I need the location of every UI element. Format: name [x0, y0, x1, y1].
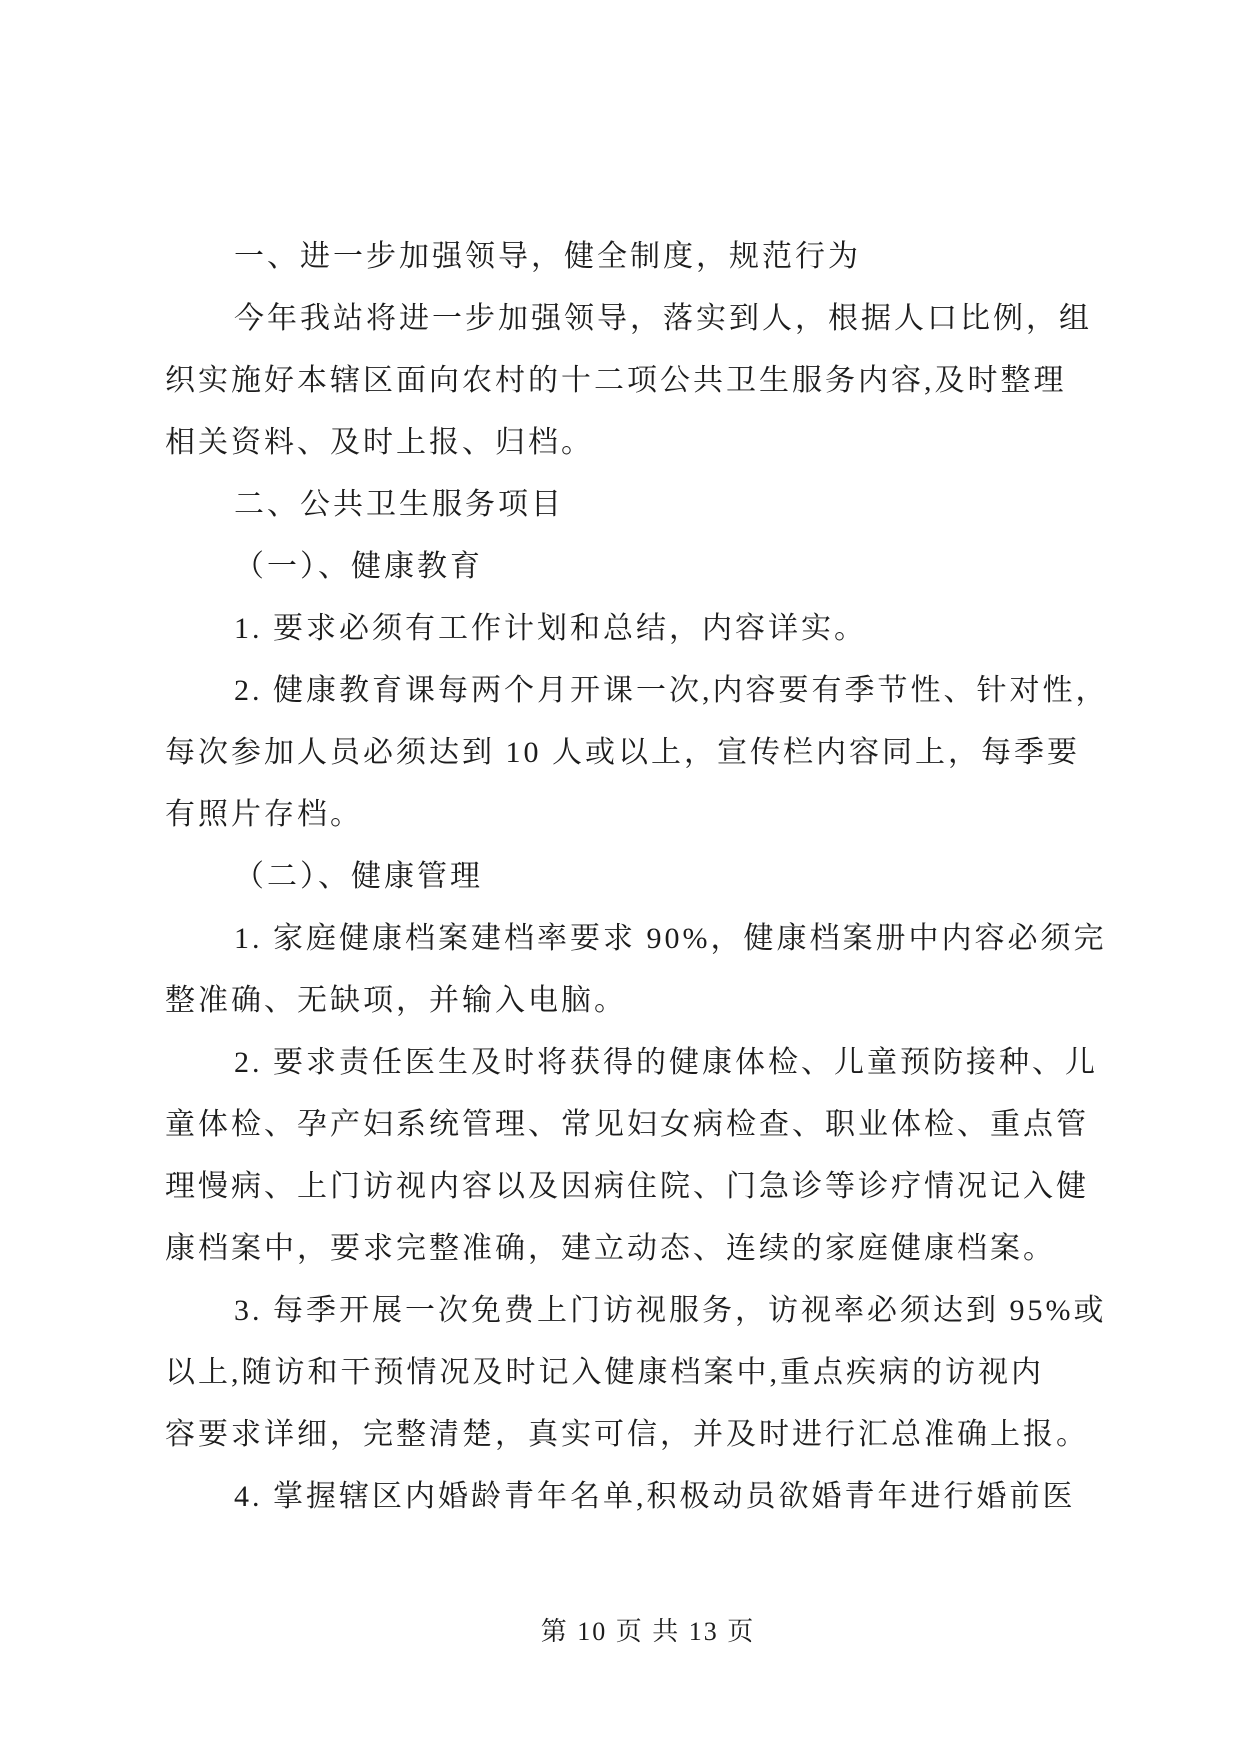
doc-line: 今年我站将进一步加强领导，落实到人，根据人口比例，组 [234, 302, 1092, 335]
doc-line: 容要求详细，完整清楚，真实可信，并及时进行汇总准确上报。 [165, 1418, 1089, 1451]
page-number-text: 第 10 页 共 13 页 [540, 1617, 756, 1646]
doc-line: 一、进一步加强领导，健全制度，规范行为 [234, 240, 861, 273]
doc-line: 4. 掌握辖区内婚龄青年名单,积极动员欲婚青年进行婚前医 [234, 1480, 1076, 1513]
page-footer [0, 1612, 1241, 1652]
doc-line: 以上,随访和干预情况及时记入健康档案中,重点疾病的访视内 [165, 1356, 1044, 1389]
doc-line: 3. 每季开展一次免费上门访视服务，访视率必须达到 95%或 [234, 1294, 1107, 1327]
doc-line: 整准确、无缺项，并输入电脑。 [165, 984, 627, 1017]
doc-line: 织实施好本辖区面向农村的十二项公共卫生服务内容,及时整理 [165, 364, 1067, 397]
doc-line: 每次参加人员必须达到 10 人或以上，宣传栏内容同上，每季要 [165, 736, 1080, 769]
doc-line: 2. 健康教育课每两个月开课一次,内容要有季节性、针对性， [234, 674, 1109, 707]
doc-line: 2. 要求责任医生及时将获得的健康体检、儿童预防接种、儿 [234, 1046, 1098, 1079]
document-body [165, 226, 1109, 1528]
doc-line: （一）、健康教育 [234, 550, 483, 583]
doc-line: 童体检、孕产妇系统管理、常见妇女病检查、职业体检、重点管 [165, 1108, 1089, 1141]
doc-line: 康档案中，要求完整准确，建立动态、连续的家庭健康档案。 [165, 1232, 1056, 1265]
doc-line: 1. 家庭健康档案建档率要求 90%，健康档案册中内容必须完 [234, 922, 1107, 955]
doc-line: 理慢病、上门访视内容以及因病住院、门急诊等诊疗情况记入健 [165, 1170, 1089, 1203]
doc-line: 相关资料、及时上报、归档。 [165, 426, 594, 459]
doc-line: （二）、健康管理 [234, 860, 483, 893]
doc-line: 二、公共卫生服务项目 [234, 488, 564, 521]
doc-line: 有照片存档。 [165, 798, 363, 831]
doc-line: 1. 要求必须有工作计划和总结，内容详实。 [234, 612, 867, 645]
